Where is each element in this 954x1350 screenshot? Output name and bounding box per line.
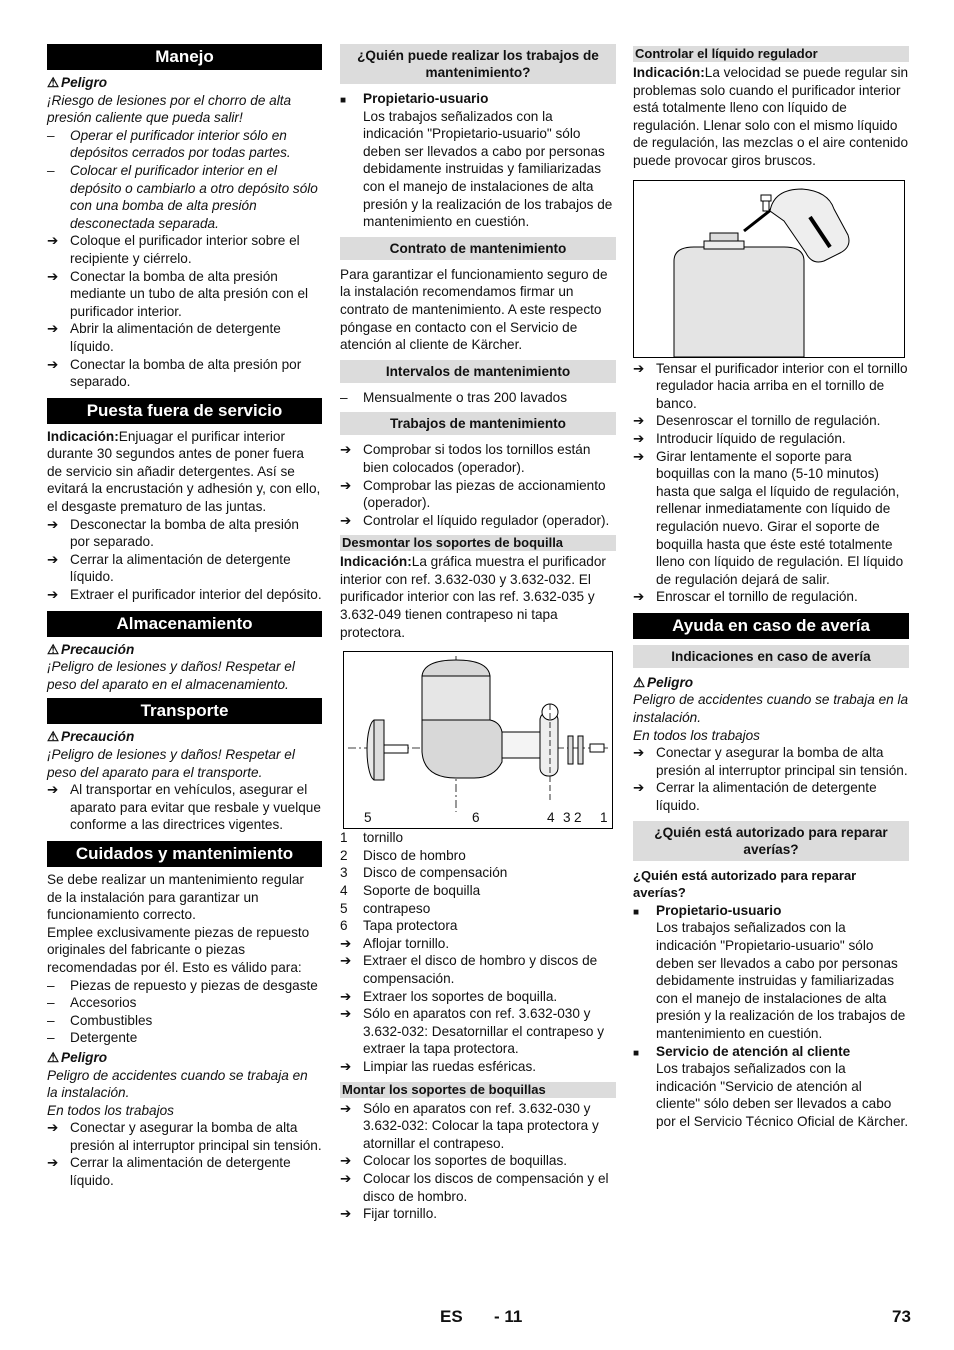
warning-triangle-icon: ⚠ [47,641,60,657]
arrow-icon [340,512,360,530]
nozzle-holder-drawing [344,652,612,828]
heading-controlar-liquido: Controlar el líquido regulador [633,46,909,62]
warning-peligro: ⚠ Peligro [633,674,694,690]
heading-trabajos: Trabajos de mantenimiento [340,412,616,435]
list-item: – Operar el purificador interior sólo en depósitos cerrados por todas partes. [47,127,322,162]
step-item: ➔ Comprobar si todos los tornillos están bien colocados (operador). [340,441,616,476]
list-item: – Piezas de repuesto y piezas de desgaste [47,977,322,995]
square-bullet-icon [340,90,360,110]
figure-label: 2 [574,810,582,826]
heading-quien-puede: ¿Quién puede realizar los trabajos de mantenimiento? [340,44,616,84]
list-item: – Accesorios [47,994,322,1012]
note-text: Indicación:Enjuagar el purificar interior durante 30 segundos antes de poner fuera de servicio sin añadir detergentes. Así se evitará la encrustación y adhesión y, con ello, el desgaste prematuro de las juntas. [47,428,321,515]
step-item: ➔ Comprobar las piezas de accionamiento (operador). [340,477,616,512]
step-item: ➔ Colocar los discos de compensación y el disco de hombro. [340,1170,616,1205]
step-item: ➔ Conectar y asegurar la bomba de alta presión al interruptor principal sin tensión. [47,1119,322,1154]
step-item: ➔ Al transportar en vehículos, asegurar el aparato para evitar que resbale y vuelque conforme a las directrices vigentes. [47,781,322,834]
warning-peligro: ⚠ Peligro [47,1049,108,1065]
arrow-icon [340,952,360,970]
warning-text: Peligro de accidentes cuando se trabaja en la instalación. [47,1067,308,1101]
step-item: ➔ Controlar el líquido regulador (operador). [340,512,616,530]
warning-precaucion: ⚠ Precaución [47,729,135,745]
figure-label: 1 [600,810,608,826]
warning-triangle-icon: ⚠ [47,1049,60,1065]
warning-precaucion: ⚠ Precaución [47,641,135,657]
heading-cuidados: Cuidados y mantenimiento [47,841,322,867]
column-left [47,44,322,1190]
heading-contrato: Contrato de mantenimiento [340,237,616,260]
arrow-icon [47,781,67,799]
list-item: – Detergente [47,1029,322,1047]
arrow-icon [47,232,67,250]
heading-montar: Montar los soportes de boquillas [340,1082,616,1098]
list-item: ■ Servicio de atención al cliente [633,1043,909,1061]
arrow-icon [340,1152,360,1170]
heading-indicaciones: Indicaciones en caso de avería [633,645,909,668]
arrow-icon [633,448,653,466]
footer-page-number: 73 [892,1307,911,1326]
warning-text: ¡Riesgo de lesiones por el chorro de alta presión caliente que pueda salir! [47,92,292,126]
arrow-icon [340,477,360,495]
arrow-icon [47,1119,67,1137]
step-item: ➔ Cerrar la alimentación de detergente líquido. [633,779,909,814]
arrow-icon [340,1170,360,1188]
arrow-icon [47,268,67,286]
step-item: ➔ Sólo en aparatos con ref. 3.632-030 y 3.632-032: Colocar la tapa protectora y atornillar el contrapeso. [340,1100,616,1153]
heading-puesta-fuera: Puesta fuera de servicio [47,398,322,424]
step-item: ➔ Cerrar la alimentación de detergente líquido. [47,1154,322,1189]
paragraph: Los trabajos señalizados con la indicación "Propietario-usuario" sólo deben ser llevados a cabo por personas debidamente instruidas y familiarizadas con el manejo de instalaciones de alta presión y la realización de los trabajos de mantenimiento en cuestión. [363,108,613,230]
footer-language: ES [440,1307,463,1326]
paragraph: Se debe realizar un mantenimiento regular de la instalación para garantizar un funcionamiento correcto. [47,871,304,923]
arrow-icon [340,1100,360,1118]
arrow-icon [633,779,653,797]
heading-transporte: Transporte [47,698,322,724]
arrow-icon [633,588,653,606]
step-item: ➔ Enroscar el tornillo de regulación. [633,588,909,606]
figure-label: 3 [563,810,571,826]
step-item: ➔ Fijar tornillo. [340,1205,616,1223]
list-item: ■ Propietario-usuario [633,902,909,920]
arrow-icon [340,1205,360,1223]
warning-text: ¡Peligro de lesiones y daños! Respetar el peso del aparato en el almacenamiento. [47,659,295,692]
legend-item: 6 Tapa protectora [340,918,458,934]
arrow-icon [340,935,360,953]
note-text: Indicación:La velocidad se puede regular sin problemas solo cuando el purificador interior está totalmente lleno con líquido de regulación. Llenar solo con el mismo líquido de regulación, las mezclas o el aire contenido puede provocar giros bruscos. [633,65,909,168]
step-item: ➔ Sólo en aparatos con ref. 3.632-030 y 3.632-032: Desatornillar el contrapeso y extraer la tapa protectora. [340,1005,616,1058]
warning-text: Peligro de accidentes cuando se trabaja en la instalación. [633,692,909,726]
arrow-icon [340,441,360,459]
step-item: ➔ Coloque el purificador interior sobre el recipiente y ciérrelo. [47,232,322,267]
regulator-fill-drawing [634,181,904,357]
step-item: ➔ Desenroscar el tornillo de regulación. [633,412,909,430]
figure-legend [340,829,616,935]
arrow-icon [47,1154,67,1172]
heading-desmontar: Desmontar los soportes de boquilla [340,535,616,551]
step-item: ➔ Aflojar tornillo. [340,935,616,953]
paragraph: Los trabajos señalizados con la indicación "Servicio de atención al cliente" sólo deben ser llevados a cabo por el Servicio Técnico Oficial de Kärcher. [656,1061,909,1129]
figure-label: 6 [472,810,480,826]
column-middle [340,44,616,1223]
list-item: – Colocar el purificador interior en el depósito o cambiarlo a otro depósito sólo con una bomba de alta presión desconectada separada. [47,162,322,232]
nozzle-holder-figure [343,651,613,829]
step-item: ➔ Conectar y asegurar la bomba de alta presión al interruptor principal sin tensión. [633,744,909,779]
heading-manejo: Manejo [47,44,322,70]
arrow-icon [47,320,67,338]
legend-item: 5 contrapeso [340,900,431,916]
footer-local-page: - 11 [494,1307,523,1326]
square-bullet-icon [633,1043,653,1063]
warning-triangle-icon: ⚠ [47,75,60,90]
heading-autorizado: ¿Quién está autorizado para reparar averías? [633,821,909,861]
heading-almacenamiento: Almacenamiento [47,611,322,637]
warning-triangle-icon: ⚠ [633,674,646,690]
figure-label: 5 [364,810,372,826]
warning-text: En todos los trabajos [47,1102,174,1118]
arrow-icon [633,412,653,430]
paragraph: Los trabajos señalizados con la indicación "Propietario-usuario" sólo deben ser llevados a cabo por personas debidamente instruidas y familiarizadas con el manejo de instalaciones de alta presión y la realización de los trabajos de mantenimiento en cuestión. [656,920,906,1041]
legend-item: 1 tornillo [340,830,404,846]
regulator-figure [633,180,905,358]
arrow-icon [47,551,67,569]
step-item: ➔ Extraer el disco de hombro y discos de compensación. [340,952,616,987]
step-item: ➔ Limpiar las ruedas esféricas. [340,1058,616,1076]
warning-text: ¡Peligro de lesiones y daños! Respetar el peso del aparato para el transporte. [47,747,295,780]
paragraph: Emplee exclusivamente piezas de repuesto originales del fabricante o piezas recomendadas por él. Esto es válido para: [47,924,310,975]
column-right [633,44,909,1131]
arrow-icon [633,744,653,762]
heading-ayuda: Ayuda en caso de avería [633,613,909,639]
arrow-icon [340,1058,360,1076]
arrow-icon [633,360,653,378]
warning-peligro: ⚠ Peligro [47,75,108,90]
warning-text: En todos los trabajos [633,727,760,743]
heading-intervalos: Intervalos de mantenimiento [340,360,616,383]
step-item: ➔ Conectar la bomba de alta presión mediante un tubo de alta presión con el purificador interior. [47,268,322,321]
legend-item: 2 Disco de hombro [340,847,466,863]
arrow-icon [47,516,67,534]
subheading: ¿Quién está autorizado para reparar averías? [633,867,857,901]
list-item: ■ Propietario-usuario [340,90,616,108]
list-item: – Mensualmente o tras 200 lavados [340,389,616,407]
step-item: ➔ Desconectar la bomba de alta presión por separado. [47,516,322,551]
arrow-icon [47,586,67,604]
step-item: ➔ Conectar la bomba de alta presión por separado. [47,356,322,391]
step-item: ➔ Abrir la alimentación de detergente líquido. [47,320,322,355]
step-item: ➔ Extraer el purificador interior del depósito. [47,586,322,604]
step-item: ➔ Girar lentamente el soporte para boquillas con la mano (5-10 minutos) hasta que salga el líquido de regulación, rellenar inmediatamente con líquido de regulación nuevo. Girar el soporte de boquilla hasta que éste esté totalmente lleno con líquido de regulación. El líquido de regulación dejará de salir. [633,448,909,589]
legend-item: 3 Disco de compensación [340,865,508,881]
paragraph: Para garantizar el funcionamiento seguro de la instalación recomendamos firmar un contrato de mantenimiento. A este respecto póngase en contacto con el Servicio de atención al cliente de Kärcher. [340,266,608,353]
arrow-icon [340,1005,360,1023]
note-text: Indicación:La gráfica muestra el purificador interior con ref. 3.632-030 y 3.632-032. El purificador interior con las ref. 3.632-035 y 3.632-049 tienen contrapeso ni tapa protectora. [340,554,606,640]
step-item: ➔ Extraer los soportes de boquilla. [340,988,616,1006]
step-item: ➔ Cerrar la alimentación de detergente líquido. [47,551,322,586]
legend-item: 4 Soporte de boquilla [340,883,481,899]
arrow-icon [47,356,67,374]
square-bullet-icon [633,902,653,922]
arrow-icon [340,988,360,1006]
step-item: ➔ Introducir líquido de regulación. [633,430,909,448]
step-item: ➔ Tensar el purificador interior con el tornillo regulador hacia arriba en el tornillo de banco. [633,360,909,413]
arrow-icon [633,430,653,448]
list-item: – Combustibles [47,1012,322,1030]
warning-triangle-icon: ⚠ [47,729,60,745]
step-item: ➔ Colocar los soportes de boquillas. [340,1152,616,1170]
figure-label: 4 [547,810,555,826]
